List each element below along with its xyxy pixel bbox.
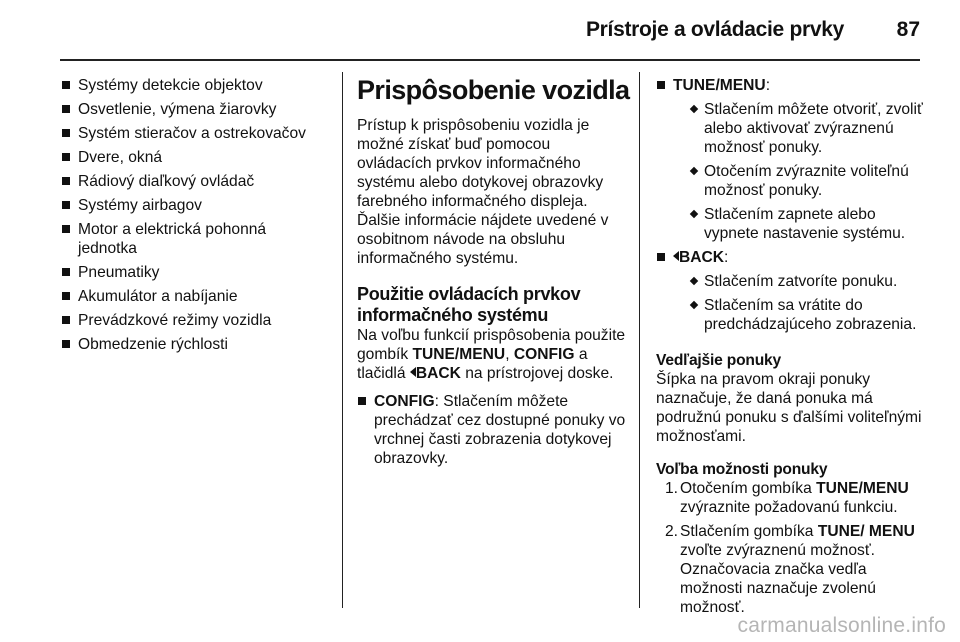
list-item: Otočením zvýraznite voliteľnú možnosť ponuky.	[690, 162, 928, 200]
tune-menu-term: TUNE/MENU	[673, 77, 766, 94]
header-rule	[60, 59, 920, 61]
list-item	[656, 479, 928, 517]
list-item	[656, 522, 928, 617]
list-item: Rádiový diaľkový ovládač	[61, 172, 331, 191]
column-divider-2	[639, 72, 640, 608]
spacer	[656, 339, 928, 351]
section-title: Prispôsobenie vozidla	[357, 75, 630, 105]
list-item: Dvere, okná	[61, 148, 331, 167]
side-menus-heading: Vedľajšie ponuky	[656, 352, 782, 369]
list-item: Stlačením sa vrátite do predchádzajúceho zobrazenia.	[690, 296, 928, 334]
list-item: Stlačením môžete otvoriť, zvoliť alebo aktivovať zvýraznenú možnosť ponuky.	[690, 100, 928, 157]
selection-steps	[656, 479, 928, 617]
text: zvoľte zvýraznenú možnosť. Označovacia značka vedľa možnosti naznačuje zvolenú možnosť.	[680, 542, 876, 616]
list-item	[656, 76, 928, 243]
config-desc: : Stlačením môžete prechádzať cez dostupné ponuky vo vrchnej časti zobrazenia dotykovej obrazovky.	[374, 393, 626, 467]
list-item: Stlačením zatvoríte ponuku.	[690, 272, 928, 291]
column-divider-1	[342, 72, 343, 608]
header-title: Prístroje a ovládacie prvky	[585, 18, 844, 41]
controls-list	[656, 76, 928, 334]
back-term: BACK	[679, 249, 725, 266]
right-column	[656, 76, 928, 622]
list-item: Stlačením zapnete alebo vypnete nastavenie systému.	[690, 205, 928, 243]
back-sublist	[690, 272, 928, 334]
list-item: Systém stieračov a ostrekovačov	[61, 124, 331, 143]
text: ,	[505, 346, 514, 363]
list-item: Osvetlenie, výmena žiarovky	[61, 100, 331, 119]
text: a tlačidlá	[357, 346, 588, 382]
text: na prístrojovej doske.	[460, 365, 614, 382]
side-menus-paragraph: Šípka na pravom okraji ponuky naznačuje, že daná ponuka má podružnú ponuku s ďalšími voliteľnými možnosťami.	[656, 371, 922, 445]
tune-menu-label: TUNE/MENU	[816, 480, 909, 497]
page-header	[0, 0, 960, 62]
left-column	[61, 76, 331, 359]
topic-list	[61, 76, 331, 354]
back-label: BACK	[415, 365, 461, 382]
step-number: 1.	[665, 480, 679, 497]
list-item: Prevádzkové režimy vozidla	[61, 311, 331, 330]
list-item: Systémy detekcie objektov	[61, 76, 331, 95]
text: zvýraznite požadovanú funkciu.	[680, 499, 898, 516]
list-item: Systémy airbagov	[61, 196, 331, 215]
text: Na voľbu funkcií prispôsobenia použite gombík	[357, 327, 626, 363]
tune-menu-sublist	[690, 100, 928, 243]
list-item: Akumulátor a nabíjanie	[61, 287, 331, 306]
list-item	[357, 392, 627, 468]
step-number: 2.	[665, 523, 679, 540]
list-item: Pneumatiky	[61, 263, 331, 282]
list-item	[656, 248, 928, 334]
config-list	[357, 392, 627, 468]
config-term: CONFIG	[374, 393, 435, 410]
intro-paragraph: Prístup k prispôsobeniu vozidla je možné získať buď pomocou ovládacích prvkov informačného systému alebo dotykovej obrazovky farebného informačného displeja. Ďalšie informácie nájdete uvedené v osobitnom návode na obsluhu informačného systému.	[357, 117, 609, 267]
list-item: Obmedzenie rýchlosti	[61, 335, 331, 354]
subheading: Použitie ovládacích prvkov informačného systému	[357, 284, 581, 325]
config-label: CONFIG	[513, 346, 575, 363]
text: :	[724, 249, 729, 266]
page-number: 87	[896, 18, 920, 41]
list-item: Motor a elektrická pohonná jednotka	[61, 220, 288, 258]
tune-menu-label: TUNE/ MENU	[817, 523, 915, 540]
text: :	[765, 77, 771, 94]
tune-menu-label: TUNE/MENU	[412, 346, 506, 363]
text: Stlačením gombíka	[680, 523, 818, 540]
selection-heading: Voľba možnosti ponuky	[656, 461, 828, 478]
watermark: carmanualsonline.info	[737, 614, 946, 637]
usage-paragraph	[357, 326, 627, 383]
text: Otočením gombíka	[680, 480, 817, 497]
middle-column	[357, 74, 630, 473]
